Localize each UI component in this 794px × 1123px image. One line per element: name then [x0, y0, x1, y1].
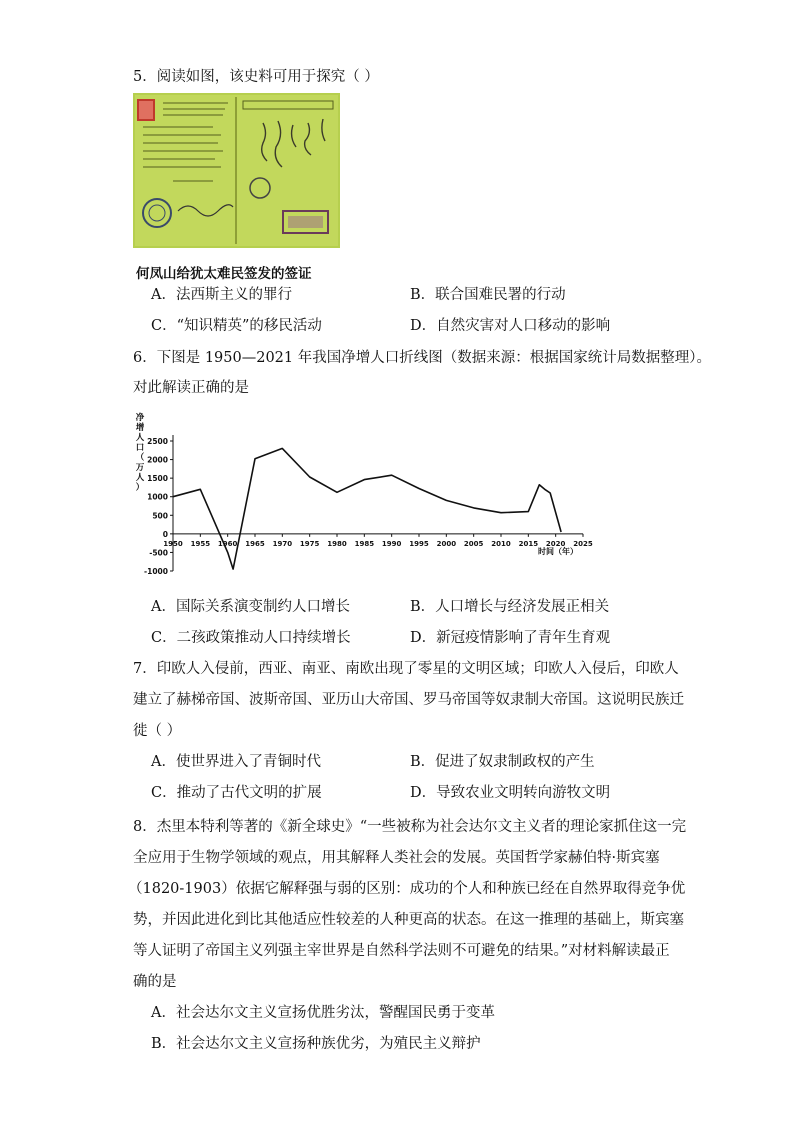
y-axis-label-char: 万: [135, 463, 145, 473]
y-axis-label-char: 口: [135, 443, 145, 453]
y-tick-label: -500: [149, 548, 168, 558]
y-axis-label-char: ）: [135, 483, 145, 493]
q7-option-b: B．促进了奴隶制政权的产生: [410, 754, 595, 770]
q8-stem-line6: 确的是: [133, 974, 177, 990]
x-tick-label: 1960: [217, 539, 238, 548]
x-tick-label: 1980: [327, 539, 347, 548]
x-tick-label: 1985: [354, 539, 375, 548]
x-tick-label: 2020: [545, 539, 566, 548]
x-tick-label: 2010: [491, 539, 511, 548]
y-axis-label-char: 人: [135, 473, 145, 483]
y-tick-label: 0: [162, 529, 168, 539]
q7-option-a: A．使世界进入了青铜时代: [151, 754, 321, 770]
x-tick-label: 1965: [245, 539, 265, 548]
chart-axes: [173, 435, 583, 571]
q8-stem-line3: （1820-1903）依据它解释强与弱的区别：成功的个人和种族已经在自然界取得竞争优: [128, 881, 686, 897]
q6-option-a: A．国际关系演变制约人口增长: [151, 599, 350, 615]
x-tick-label: 2005: [463, 539, 484, 548]
q6-option-b: B．人口增长与经济发展正相关: [410, 599, 610, 615]
q6-option-c: C．二孩政策推动人口持续增长: [151, 630, 351, 646]
chart-x-tick-labels: [163, 534, 593, 548]
y-tick-label: 1500: [147, 474, 168, 484]
x-tick-label: 1995: [409, 539, 429, 548]
x-tick-label: 2000: [436, 539, 457, 548]
q5-option-b: B．联合国难民署的行动: [410, 287, 566, 303]
visa-document-image: [133, 93, 340, 248]
y-tick-label: 2000: [147, 455, 168, 465]
y-axis-label-char: 增: [135, 423, 145, 433]
q5-option-c: C．“知识精英”的移民活动: [151, 318, 322, 334]
y-axis-label-char: 净: [135, 413, 145, 423]
x-tick-label: 1975: [299, 539, 320, 548]
q7-stem-line3: 徙（ ）: [133, 723, 182, 739]
q8-stem-line2: 全应用于生物学领域的观点，用其解释人类社会的发展。英国哲学家赫伯特·斯宾塞: [133, 850, 660, 866]
q8-option-a: A．社会达尔文主义宣扬优胜劣汰，警醒国民勇于变革: [151, 1005, 495, 1021]
chart-x-axis-label: 时间（年）: [538, 547, 578, 556]
q8-stem-line1: 8．杰里本特利等著的《新全球史》“一些被称为社会达尔文主义者的理论家抓住这一完: [133, 819, 687, 835]
q5-image-caption: 何凤山给犹太难民签发的签证: [136, 266, 312, 282]
q5-option-a: A．法西斯主义的罪行: [151, 287, 292, 303]
net-population-line-chart: [133, 408, 598, 584]
x-tick-label: 1990: [381, 539, 402, 548]
chart-y-tick-labels: [144, 437, 173, 576]
q6-stem-line1: 6．下图是 1950—2021 年我国净增人口折线图（数据来源：根据国家统计局数据整理）。: [133, 350, 711, 366]
q7-stem-line2: 建立了赫梯帝国、波斯帝国、亚历山大帝国、罗马帝国等奴隶制大帝国。这说明民族迁: [133, 692, 684, 708]
y-tick-label: 1000: [147, 492, 168, 502]
y-tick-label: 500: [152, 511, 168, 521]
q5-stem: 5．阅读如图，该史料可用于探究（ ）: [133, 69, 379, 85]
q6-stem-line2: 对此解读正确的是: [133, 380, 249, 396]
y-axis-label-char: 人: [135, 433, 145, 443]
q7-option-d: D．导致农业文明转向游牧文明: [410, 785, 611, 801]
x-tick-label: 2015: [518, 539, 539, 548]
y-axis-label-char: （: [135, 453, 145, 463]
q7-option-c: C．推动了古代文明的扩展: [151, 785, 322, 801]
q5-option-d: D．自然灾害对人口移动的影响: [410, 318, 611, 334]
y-tick-label: 2500: [147, 437, 168, 446]
y-tick-label: -1000: [144, 567, 168, 576]
chart-series: [173, 448, 561, 569]
q8-stem-line5: 等人证明了帝国主义列强主宰世界是自然科学法则不可避免的结果。”对材料解读最正: [133, 943, 670, 959]
q7-stem-line1: 7．印欧人入侵前，西亚、南亚、南欧出现了零星的文明区域；印欧人入侵后，印欧人: [133, 661, 679, 677]
q8-stem-line4: 势，并因此进化到比其他适应性较差的人种更高的状态。在这一推理的基础上，斯宾塞: [133, 912, 684, 928]
x-tick-label: 1955: [190, 539, 211, 548]
x-tick-label: 1970: [272, 539, 293, 548]
q6-option-d: D．新冠疫情影响了青年生育观: [410, 630, 611, 646]
x-tick-label: 1950: [163, 539, 183, 548]
net-population-line: [173, 448, 561, 569]
chart-y-axis-label: [136, 412, 145, 493]
x-tick-label: 2025: [573, 539, 593, 548]
q8-option-b: B．社会达尔文主义宣扬种族优劣，为殖民主义辩护: [151, 1036, 481, 1052]
